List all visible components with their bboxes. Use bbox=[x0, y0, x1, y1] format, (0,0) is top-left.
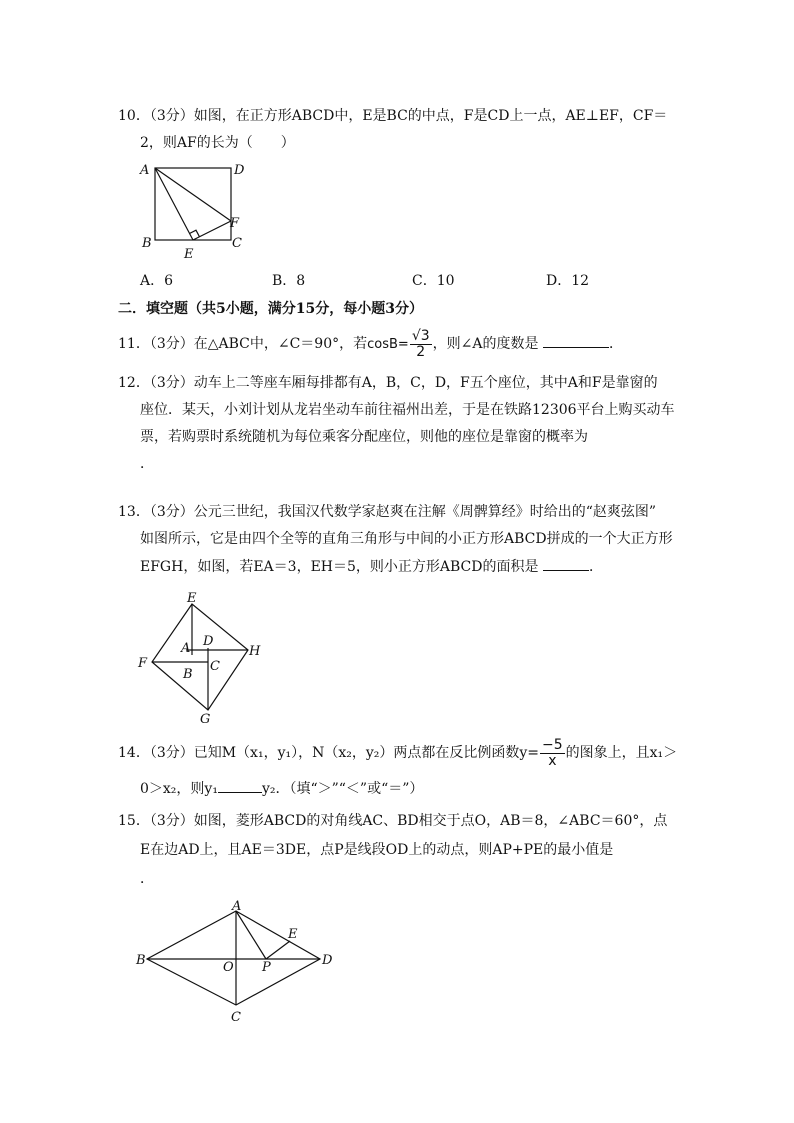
q10-option-b: B．8 bbox=[272, 273, 306, 289]
q13-label-d: D bbox=[203, 634, 214, 649]
q13-line3-text: EFGH，如图，若EA＝3，EH＝5，则小正方形ABCD的面积是 bbox=[140, 559, 539, 575]
q10-square bbox=[155, 168, 231, 240]
q13-label-g: G bbox=[200, 712, 211, 727]
q14-line2-a: 0＞x₂，则y₁ bbox=[140, 781, 218, 797]
q10-segment-ae bbox=[155, 168, 193, 240]
q14-line2-b: y₂．（填“＞”“＜”或“＝”） bbox=[261, 781, 424, 797]
q13-label-e: E bbox=[187, 591, 197, 606]
q11-text-post: ，则∠A的度数是 bbox=[432, 336, 539, 352]
q12-line3: 票，若购票时系统随机为每位乘客分配座位，则他的座位是靠窗的概率为 bbox=[140, 429, 588, 445]
q14-line2 bbox=[140, 778, 423, 799]
q12-line4: ． bbox=[140, 456, 154, 472]
q15-rhombus bbox=[147, 911, 320, 1005]
q10-label-a: A bbox=[140, 163, 150, 178]
q10-label-b: B bbox=[142, 236, 152, 251]
q15-segment-ap bbox=[236, 911, 266, 959]
q13-label-c: C bbox=[210, 659, 220, 674]
q13-line2: 如图所示，它是由四个全等的直角三角形与中间的小正方形ABCD拼成的一个大正方形 bbox=[140, 531, 673, 547]
q10-line2: 2，则AF的长为（ ） bbox=[140, 135, 295, 151]
q13-line1: 13．（3分）公元三世纪，我国汉代数学家赵爽在注解《周髀算经》时给出的“赵爽弦图” bbox=[118, 504, 657, 520]
q11-text-pre: 11．（3分）在△ABC中，∠C＝90°，若 bbox=[118, 336, 368, 352]
q12-line1: 12．（3分）动车上二等座车厢每排都有A，B，C，D，F五个座位，其中A和F是靠窗的 bbox=[118, 375, 658, 391]
q10-label-f: F bbox=[230, 216, 240, 231]
q14-text-pre: 14．（3分）已知M（x₁，y₁），N（x₂，y₂）两点都在反比例函数y= bbox=[118, 745, 540, 761]
q10-figure bbox=[132, 155, 252, 265]
q15-label-p: P bbox=[262, 960, 271, 975]
q13-label-h: H bbox=[249, 644, 261, 659]
q13-answer-blank[interactable] bbox=[543, 556, 589, 571]
q15-line1: 15．（3分）如图，菱形ABCD的对角线AC、BD相交于点O，AB＝8，∠ABC＝60°，点 bbox=[118, 813, 668, 829]
q13-line3-end: ． bbox=[588, 559, 603, 575]
q13-line3 bbox=[140, 556, 603, 577]
q15-label-e: E bbox=[288, 927, 298, 942]
q10-option-d: D．12 bbox=[546, 273, 590, 289]
q13-label-a: A bbox=[181, 641, 191, 656]
q11-cos: cosB= bbox=[367, 337, 409, 352]
q11-end: ． bbox=[608, 336, 623, 352]
q15-line2: E在边AD上，且AE＝3DE，点P是线段OD上的动点，则AP+PE的最小值是 bbox=[140, 842, 614, 858]
q14-fraction-num: −5 bbox=[542, 736, 563, 753]
q15-label-c: C bbox=[231, 1010, 241, 1025]
q10-label-e: E bbox=[184, 247, 194, 262]
q11-fraction bbox=[410, 329, 432, 360]
q10-line1: 10．（3分）如图，在正方形ABCD中，E是BC的中点，F是CD上一点，AE⊥EF，CF＝ bbox=[118, 108, 668, 124]
q13-figure bbox=[130, 588, 270, 728]
q11-fraction-den: 2 bbox=[416, 343, 426, 360]
q13-label-f: F bbox=[138, 656, 148, 671]
q13-outer-square bbox=[152, 604, 248, 710]
q11-answer-blank[interactable] bbox=[543, 333, 609, 348]
q15-label-o: O bbox=[223, 960, 234, 975]
q12-line2: 座位．某天，小刘计划从龙岩坐动车前往福州出差，于是在铁路12306平台上购买动车 bbox=[140, 402, 675, 418]
q15-label-a: A bbox=[232, 899, 242, 914]
q15-line3: ． bbox=[140, 871, 154, 887]
q15-label-b: B bbox=[136, 953, 146, 968]
q10-label-c: C bbox=[232, 236, 242, 251]
q10-segment-af bbox=[155, 168, 231, 221]
q11-line bbox=[118, 327, 623, 362]
section-heading: 二．填空题（共5小题，满分15分，每小题3分） bbox=[118, 301, 423, 317]
q10-option-a: A．6 bbox=[140, 273, 174, 289]
q14-fraction bbox=[540, 738, 565, 769]
q13-label-b: B bbox=[183, 667, 193, 682]
q14-text-post: 的图象上，且x₁＞ bbox=[565, 745, 678, 761]
q15-figure bbox=[130, 895, 350, 1025]
q14-fraction-den: x bbox=[548, 752, 557, 769]
q15-label-d: D bbox=[322, 953, 333, 968]
q15-segment-pe bbox=[266, 941, 290, 959]
q11-fraction-num: √3 bbox=[411, 327, 430, 344]
q14-line1 bbox=[118, 736, 677, 770]
q10-segment-ef bbox=[193, 221, 231, 240]
q10-label-d: D bbox=[234, 163, 245, 178]
q10-option-c: C．10 bbox=[412, 273, 455, 289]
q14-answer-blank[interactable] bbox=[218, 778, 262, 793]
